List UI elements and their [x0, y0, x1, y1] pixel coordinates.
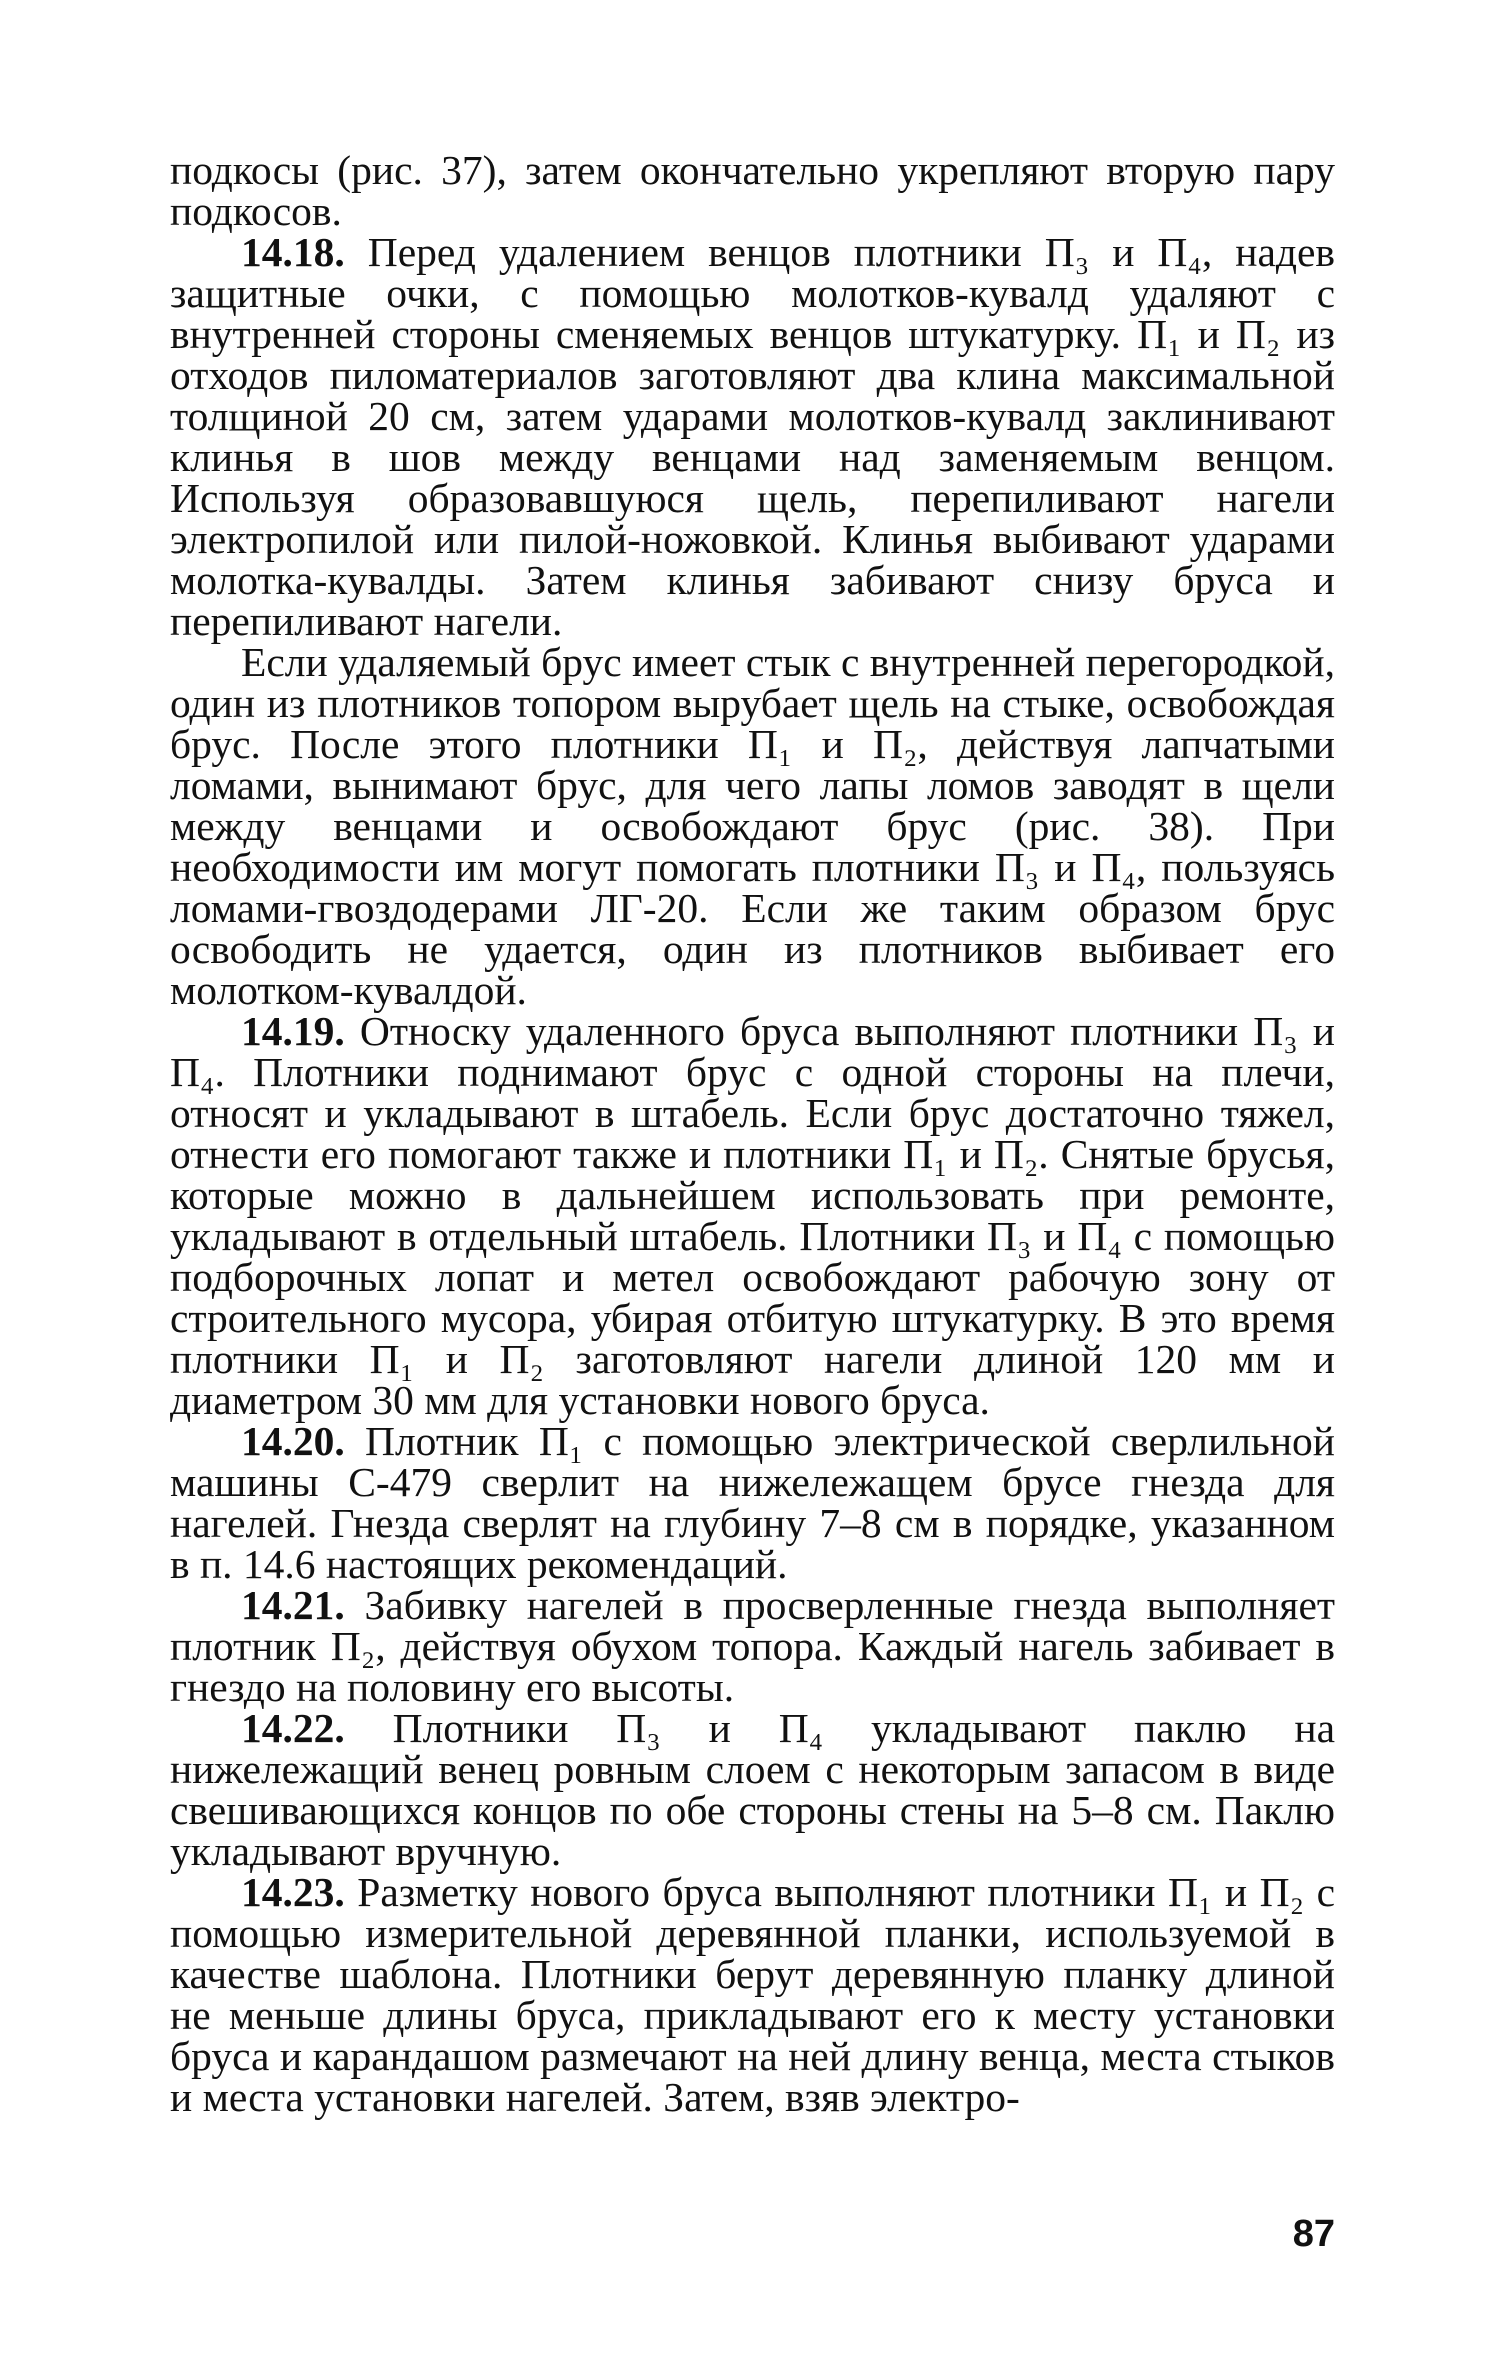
page-number: 87	[1292, 2213, 1335, 2255]
paragraph-4	[170, 1418, 1335, 1587]
paragraph-1	[170, 229, 1335, 644]
paragraph-3	[170, 1008, 1335, 1423]
paragraph-7-number: 14.23.	[241, 1869, 345, 1915]
paragraph-4-text: Плотник П₁ с помощью электрической сверлильной машины С-479 сверлит на нижележащем брусе гнезда для нагелей. Гнезда сверлят на глубину 7–8 см в порядке, указанном в п. 14.6 настоящих рекомендаций.	[170, 1418, 1335, 1587]
paragraph-2-text: Если удаляемый брус имеет стык с внутренней перегородкой, один из плотников топором вырубает щель на стыке, освобождая брус. После этого плотники П₁ и П₂, действуя лапчатыми ломами, вынимают брус, для чего лапы ломов заводят в щели между венцами и освобождают брус (рис. 38). При необходимости им могут помогать плотники П₃ и П₄, пользуясь ломами-гвоздодерами ЛГ-20. Если же таким образом брус освободить не удается, один из плотников выбивает его молотком-кувалдой.	[170, 639, 1335, 1013]
paragraph-1-number: 14.18.	[241, 229, 345, 275]
paragraph-3-text: Относку удаленного бруса выполняют плотники П₃ и П₄. Плотники поднимают брус с одной стороны на плечи, относят и укладывают в штабель. Если брус достаточно тяжел, отнести его помогают также и плотники П₁ и П₂. Снятые брусья, которые можно в дальнейшем использовать при ремонте, укладывают в отдельный штабель. Плотники П₃ и П₄ с помощью подборочных лопат и метел освобождают рабочую зону от строительного мусора, убирая отбитую штукатурку. В это время плотники П₁ и П₂ заготовляют нагели длиной 120 мм и диаметром 30 мм для установки нового бруса.	[170, 1008, 1335, 1423]
paragraph-5	[170, 1582, 1335, 1710]
page-text-block	[170, 147, 1335, 2120]
paragraph-6-number: 14.22.	[241, 1705, 345, 1751]
paragraph-0	[170, 147, 1335, 234]
paragraph-6	[170, 1705, 1335, 1874]
paragraph-5-text: Забивку нагелей в просверленные гнезда выполняет плотник П₂, действуя обухом топора. Каждый нагель забивает в гнездо на половину его высоты.	[170, 1582, 1335, 1710]
paragraph-1-text: Перед удалением венцов плотники П₃ и П₄, надев защитные очки, с помощью молотков-кувалд удаляют с внутренней стороны сменяемых венцов штукатурку. П₁ и П₂ из отходов пиломатериалов заготовляют два клина максимальной толщиной 20 см, затем ударами молотков-кувалд заклинивают клинья в шов между венцами над заменяемым венцом. Используя образовавшуюся щель, перепиливают нагели электропилой или пилой-ножовкой. Клинья выбивают ударами молотка-кувалды. Затем клинья забивают снизу бруса и перепиливают нагели.	[170, 229, 1335, 644]
paragraph-3-number: 14.19.	[241, 1008, 345, 1054]
paragraph-2	[170, 639, 1335, 1013]
paragraph-6-text: Плотники П₃ и П₄ укладывают паклю на нижележащий венец ровным слоем с некоторым запасом в виде свешивающихся концов по обе стороны стены на 5–8 см. Паклю укладывают вручную.	[170, 1705, 1335, 1874]
paragraph-0-text: подкосы (рис. 37), затем окончательно укрепляют вторую пару подкосов.	[170, 147, 1335, 234]
paragraph-7	[170, 1869, 1335, 2120]
paragraph-5-number: 14.21.	[241, 1582, 345, 1628]
paragraph-7-text: Разметку нового бруса выполняют плотники П₁ и П₂ с помощью измерительной деревянной планки, используемой в качестве шаблона. Плотники берут деревянную планку длиной не меньше длины бруса, прикладывают его к месту установки бруса и карандашом размечают на ней длину венца, места стыков и места установки нагелей. Затем, взяв электро-	[170, 1869, 1335, 2120]
paragraph-4-number: 14.20.	[241, 1418, 345, 1464]
